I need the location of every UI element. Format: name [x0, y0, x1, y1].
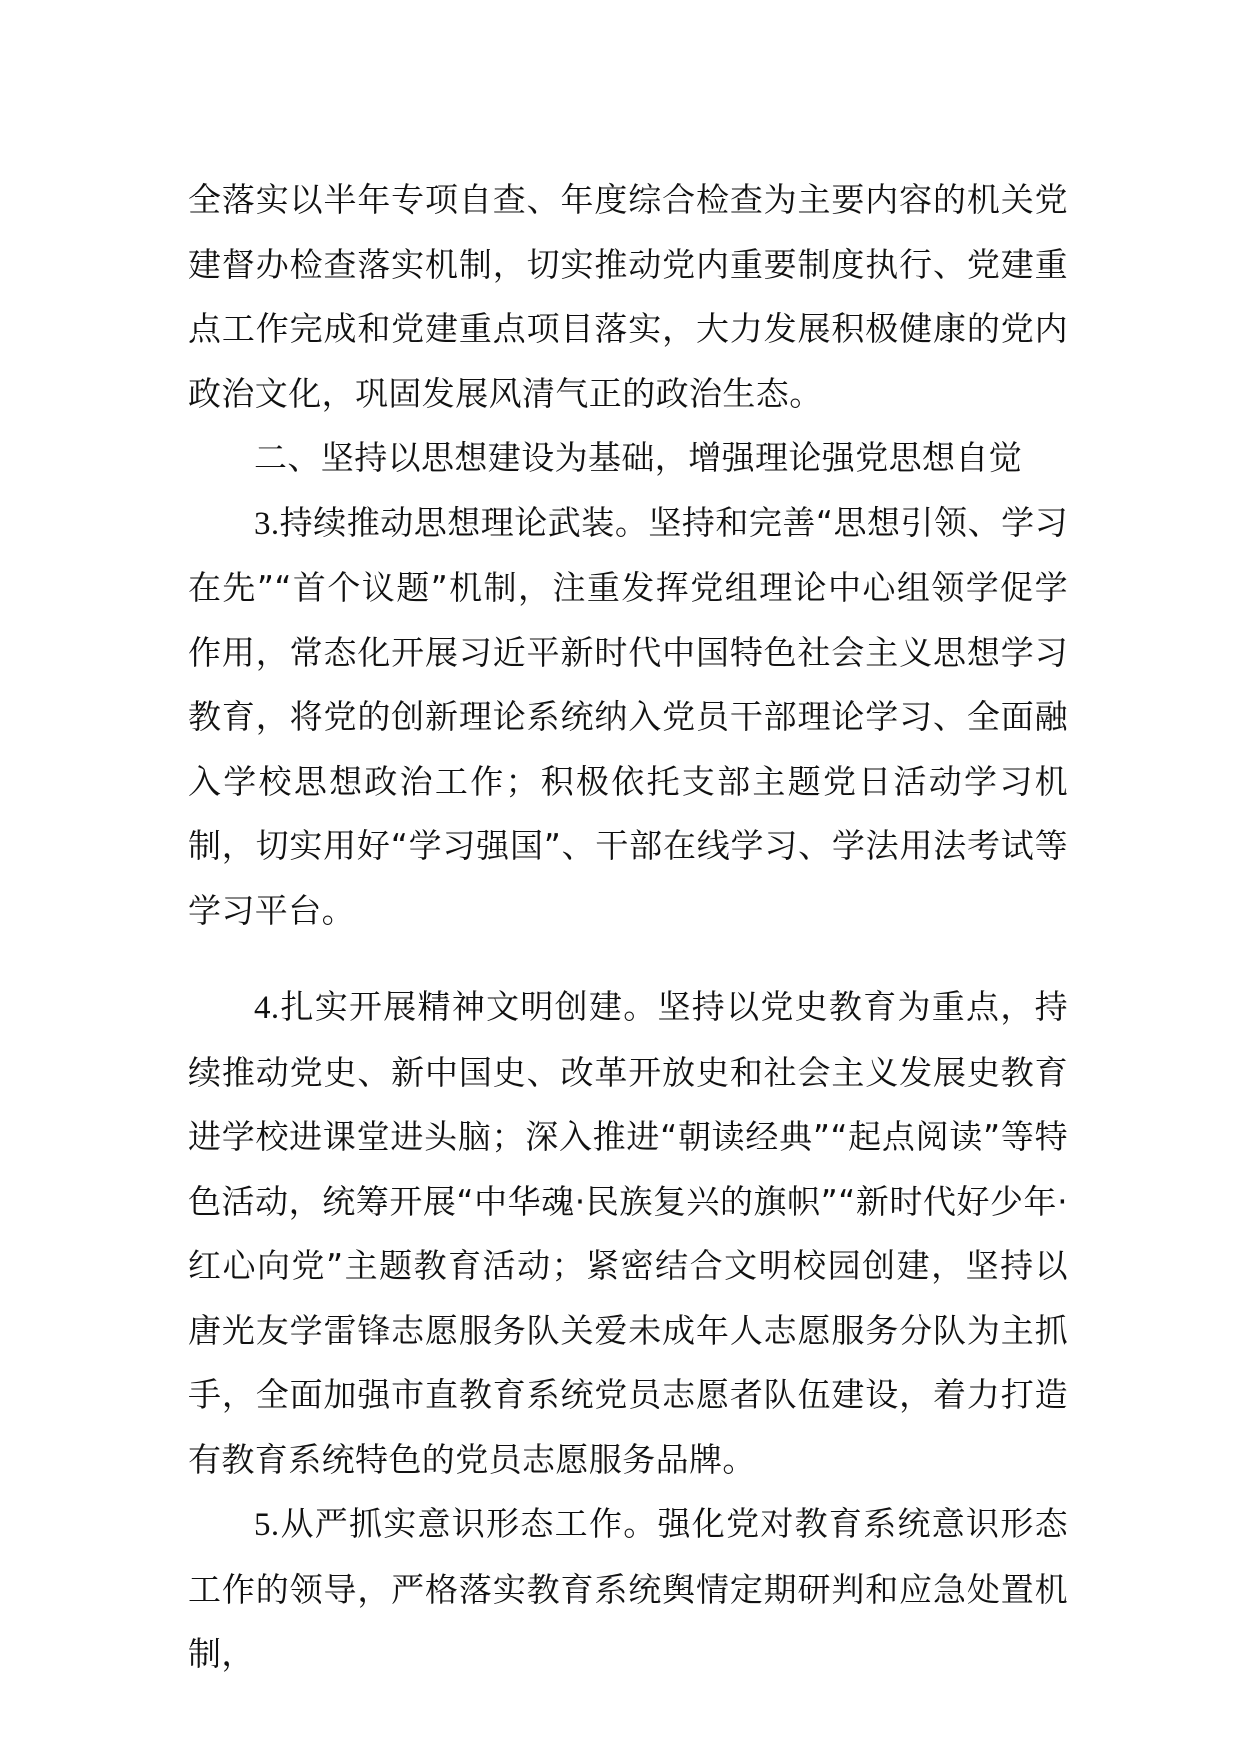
item-number: 3.: [254, 505, 280, 542]
paragraph-item-3: [188, 491, 1068, 944]
item-number: 4.: [254, 990, 280, 1026]
paragraph-text: 全落实以半年专项自查、年度综合检查为主要内容的机关党建督办检查落实机制，切实推动党内重要制度执行、党建重点工作完成和党建重点项目落实，大力发展积极健康的党内政治文化，巩固发展风清气正的政治生态。: [188, 180, 1068, 413]
document-body: [188, 168, 1068, 1687]
paragraph-continuation: [188, 168, 1068, 426]
section-heading-2: [188, 426, 1068, 491]
item-number: 5.: [254, 1507, 280, 1543]
paragraph-text: 从严抓实意识形态工作。强化党对教育系统意识形态工作的领导，严格落实教育系统舆情定期研判和应急处置机制，: [188, 1504, 1068, 1673]
paragraph-item-5: [188, 1492, 1068, 1687]
heading-text: 二、坚持以思想建设为基础，增强理论强党思想自觉: [254, 438, 1023, 477]
paragraph-text: 扎实开展精神文明创建。坚持以党史教育为重点，持续推动党史、新中国史、改革开放史和社会主义发展史教育进学校进课堂进头脑；深入推进“朝读经典”“起点阅读”等特色活动，统筹开展“中华魂·民族复兴的旗帜”“新时代好少年·红心向党”主题教育活动；紧密结合文明校园创建，坚持以唐光友学雷锋志愿服务队关爱未成年人志愿服务分队为主抓手，全面加强市直教育系统党员志愿者队伍建设，着力打造有教育系统特色的党员志愿服务品牌。: [188, 987, 1068, 1479]
paragraph-item-4: [188, 975, 1068, 1492]
paragraph-text: 持续推动思想理论武装。坚持和完善“思想引领、学习在先”“首个议题”机制，注重发挥党组理论中心组领学促学作用，常态化开展习近平新时代中国特色社会主义思想学习教育，将党的创新理论系统纳入党员干部理论学习、全面融入学校思想政治工作；积极依托支部主题党日活动学习机制，切实用好“学习强国”、干部在线学习、学法用法考试等学习平台。: [188, 502, 1068, 930]
